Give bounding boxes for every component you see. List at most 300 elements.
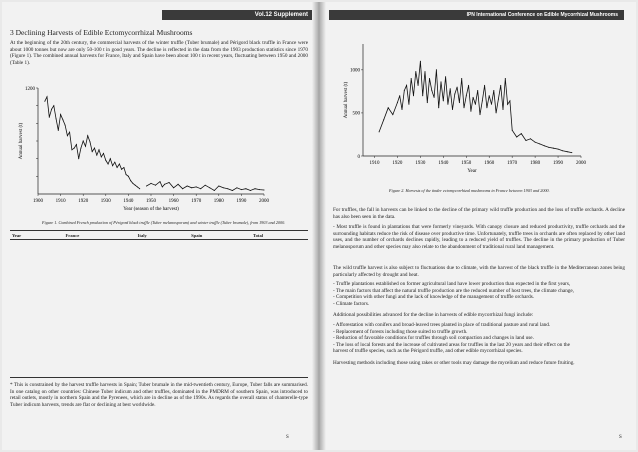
c1-y-tick-label: 1200	[25, 86, 35, 92]
c1-x-tick-label: 1970	[191, 199, 202, 204]
c2-data-point	[429, 78, 430, 79]
table-cell	[136, 248, 190, 256]
c2-data-point	[418, 85, 419, 86]
figure1-caption: Figure 1. Combined French production of Périgord black truffle (Tuber melanosporum) and winter truffle (Tuber brumale), from 1903 and 2000.	[42, 220, 286, 225]
table-cell	[10, 324, 64, 332]
c1-data-point	[60, 114, 61, 115]
c1-data-point	[123, 167, 124, 168]
c2-y-tick-label: 500	[352, 111, 360, 117]
c1-series-line	[147, 182, 265, 191]
c1-data-point	[178, 184, 179, 185]
c2-data-point	[509, 100, 510, 101]
table-cell	[251, 263, 308, 271]
c2-data-point	[397, 102, 398, 103]
c1-x-tick-label: 1940	[123, 199, 134, 204]
c2-data-point	[571, 152, 572, 153]
table-row	[10, 270, 308, 278]
table-row	[10, 278, 308, 286]
right-list-a	[333, 281, 625, 309]
c2-x-tick-label: 1940	[438, 161, 449, 166]
table-cell	[136, 331, 190, 339]
right-paragraph-2: - Most truffle is found in plantations that were formerly vineyards. With canopy closure and reduced productivity, truffle orchards and the surrounding habitats reduce the risk of disease over productive time. Unfortunately, truffle trees in orchards are often replaced by other land uses, and the number of orchards declines rapidly, leading to a reduced yield of truffles. The decline in the primary production of Tuber melanosporum and other species may also relate to the abandonment of traditional rural land management.	[333, 224, 625, 250]
table-cell	[64, 316, 136, 324]
table-row	[10, 263, 308, 271]
c2-data-point	[434, 97, 435, 98]
table-cell	[136, 369, 190, 377]
c1-data-point	[71, 149, 72, 150]
list-b-item: - Afforestation with conifers and broad-leaved trees planted in place of traditional pasture and rural land.	[333, 322, 551, 328]
table-cell	[136, 240, 190, 248]
table-cell	[64, 293, 136, 301]
c2-data-point	[402, 109, 403, 110]
table-cell	[10, 316, 64, 324]
right-paragraph-5: Harvesting methods including those using rakes or other tools may damage the mycelium and reduce future fruiting.	[333, 360, 575, 366]
c1-data-point	[164, 184, 165, 185]
c1-data-point	[56, 118, 57, 119]
c2-data-point	[438, 107, 439, 108]
table-cell	[10, 286, 64, 294]
c1-data-point	[227, 188, 228, 189]
c1-data-point	[130, 180, 131, 181]
c1-data-point	[47, 96, 48, 97]
table-cell	[189, 286, 251, 294]
table-cell	[10, 248, 64, 256]
c1-data-point	[223, 187, 224, 188]
c2-data-point	[489, 95, 490, 96]
c1-data-point	[80, 148, 81, 149]
c1-data-point	[126, 174, 127, 175]
c2-x-tick-label: 1980	[530, 161, 541, 166]
table-cell	[251, 293, 308, 301]
c2-data-point	[525, 140, 526, 141]
table-cell	[251, 270, 308, 278]
table-cell	[189, 301, 251, 309]
table-cell	[10, 354, 64, 362]
table-cell	[136, 308, 190, 316]
table-row	[10, 331, 308, 339]
c1-data-point	[51, 109, 52, 110]
list-b-item: - The loss of local forests and the increase of cultivated areas for truffles in the last 20 years and their effect on the	[333, 341, 570, 348]
table-cell	[189, 255, 251, 263]
c2-data-point	[486, 107, 487, 108]
c2-data-point	[404, 90, 405, 91]
left-page	[2, 2, 319, 450]
book-gutter-shadow	[312, 2, 326, 450]
c1-data-point	[139, 188, 140, 189]
c2-data-point	[454, 94, 455, 95]
c1-data-point	[128, 176, 129, 177]
figure1-y-axis-label: Annual harvest (t)	[19, 122, 24, 160]
c1-data-point	[69, 132, 70, 133]
table-cell	[64, 255, 136, 263]
table-cell	[251, 248, 308, 256]
table-cell	[251, 362, 308, 370]
c2-x-tick-label: 1970	[507, 161, 518, 166]
table-cell	[136, 301, 190, 309]
c2-x-tick-label: 1910	[369, 161, 380, 166]
table-row	[10, 240, 308, 248]
table-cell	[189, 278, 251, 286]
c2-data-point	[484, 85, 485, 86]
table-row	[10, 308, 308, 316]
table-cell	[64, 362, 136, 370]
table-cell	[189, 331, 251, 339]
table-cell	[136, 293, 190, 301]
table-cell	[189, 339, 251, 347]
table-cell	[136, 339, 190, 347]
c1-data-point	[205, 185, 206, 186]
c2-data-point	[496, 112, 497, 113]
table-cell	[136, 255, 190, 263]
c1-data-point	[245, 188, 246, 189]
c1-data-point	[250, 190, 251, 191]
c1-data-point	[76, 144, 77, 145]
list-a-item: - Truffle plantations established on former agricultural land have lower production than expected in the first years,	[333, 281, 571, 287]
list-b-item: harvest of truffle species, such as the Périgord truffle, and other edible mycorrhizal species.	[333, 348, 523, 355]
table-cell	[189, 308, 251, 316]
c2-data-point	[470, 111, 471, 112]
c1-data-point	[119, 164, 120, 165]
table-cell	[64, 286, 136, 294]
table-cell	[64, 346, 136, 354]
c2-data-point	[443, 100, 444, 101]
c2-data-point	[406, 85, 407, 86]
left-page-number: S	[286, 435, 289, 440]
table-cell	[10, 301, 64, 309]
c2-data-point	[425, 71, 426, 72]
figure2-chart	[319, 30, 629, 188]
table-row	[10, 369, 308, 377]
figure2-caption: Figure 2. Harvests of the tinder ectomycorrhizal mushrooms in France between 1903 and 2000.	[389, 188, 550, 193]
table-cell	[64, 339, 136, 347]
table-cell	[10, 278, 64, 286]
c1-data-point	[173, 187, 174, 188]
figure2-x-axis-label: Year	[467, 169, 477, 174]
table-cell	[64, 263, 136, 271]
c2-data-point	[473, 97, 474, 98]
section-title: 3 Declining Harvests of Edible Ectomycorrhizal Mushrooms	[10, 28, 193, 37]
table-cell	[64, 369, 136, 377]
list-a-item: - Competition with other fungi and the lack of knowledge of the management of truffle orchards.	[333, 294, 535, 301]
c1-data-point	[83, 141, 84, 142]
c2-data-point	[530, 138, 531, 139]
table-cell	[64, 278, 136, 286]
c2-x-tick-label: 1960	[484, 161, 495, 166]
table-cell	[189, 354, 251, 362]
c2-data-point	[482, 100, 483, 101]
c1-x-tick-label: 1990	[236, 199, 247, 204]
table-cell	[251, 308, 308, 316]
c2-data-point	[457, 87, 458, 88]
table-row	[10, 301, 308, 309]
c2-data-point	[567, 151, 568, 152]
table-cell	[189, 248, 251, 256]
c1-data-point	[200, 188, 201, 189]
c1-x-tick-label: 1960	[168, 199, 179, 204]
table-cell	[189, 263, 251, 271]
c2-y-tick-label: 1000	[350, 68, 360, 74]
c1-data-point	[218, 186, 219, 187]
c1-data-point	[132, 183, 133, 184]
c1-x-tick-label: 1920	[78, 199, 89, 204]
table-cell	[136, 278, 190, 286]
table-row	[10, 324, 308, 332]
c1-data-point	[92, 151, 93, 152]
c2-data-point	[507, 104, 508, 105]
table1-col-total: Total	[251, 231, 308, 240]
right-paragraph-3: The wild truffle harvest is also subject to fluctuations due to climate, with the harvest of the black truffle in the Mediterranean zones being particularly affected by drought and heat.	[333, 265, 625, 278]
c1-data-point	[209, 187, 210, 188]
c2-data-point	[388, 107, 389, 108]
c1-data-point	[162, 186, 163, 187]
c1-data-point	[99, 149, 100, 150]
c1-data-point	[191, 187, 192, 188]
table-cell	[251, 301, 308, 309]
c2-data-point	[436, 69, 437, 70]
table-row	[10, 316, 308, 324]
table-cell	[64, 248, 136, 256]
table1-col-spain: Spain	[189, 231, 251, 240]
c2-data-point	[477, 90, 478, 91]
left-running-header: Vol.12 Supplement	[162, 10, 312, 20]
left-intro-paragraph: At the beginning of the 20th century, the commercial harvests of the winter truffle (Tuber brumale) and Périgord black truffle in France were about 1000 tonnes but now are only 50-100 t in good years. The decline is reflected in the data from the 1903 production statistics since 1970 (Figure 1). The combined annual harvests for France, Italy and Spain have been about 100 t in recent years, fluctuating between 1950 and 2000 (Table 1).	[10, 40, 308, 66]
c1-data-point	[90, 141, 91, 142]
list-b-item: - Reduction of favorable conditions for truffles through soil compaction and changes in land use.	[333, 335, 534, 342]
c2-data-point	[491, 104, 492, 105]
c2-data-point	[468, 85, 469, 86]
c1-data-point	[110, 158, 111, 159]
table-cell	[64, 301, 136, 309]
c1-x-tick-label: 1980	[213, 199, 224, 204]
c2-data-point	[498, 99, 499, 100]
right-running-header: IPN International Conference on Edible Mycorrhizal Mushrooms	[329, 10, 624, 20]
c1-data-point	[53, 105, 54, 106]
c2-x-tick-label: 2000	[576, 161, 586, 166]
list-a-item: - The main factors that affect the natural truffle production are the reduced number of host trees, the climate change,	[333, 287, 574, 294]
c1-data-point	[236, 187, 237, 188]
c1-data-point	[121, 169, 122, 170]
table-cell	[251, 331, 308, 339]
c1-data-point	[87, 135, 88, 136]
c1-data-point	[67, 135, 68, 136]
table-cell	[251, 286, 308, 294]
table-row	[10, 362, 308, 370]
c1-data-point	[58, 130, 59, 131]
table-cell	[189, 362, 251, 370]
c2-data-point	[379, 131, 380, 132]
c2-data-point	[539, 143, 540, 144]
table-row	[10, 339, 308, 347]
c1-data-point	[255, 188, 256, 189]
table-cell	[189, 240, 251, 248]
figure1-x-axis-label: Year (season of the harvest)	[123, 207, 179, 212]
table1-col-italy: Italy	[136, 231, 190, 240]
table-cell	[136, 263, 190, 271]
table-cell	[64, 331, 136, 339]
c1-x-tick-label: 1900	[33, 199, 43, 204]
table-row	[10, 346, 308, 354]
table-cell	[64, 240, 136, 248]
table-cell	[189, 270, 251, 278]
table1-header-row	[10, 231, 308, 240]
table-cell	[10, 270, 64, 278]
right-intro-paragraph: For truffles, the fall in harvests can be linked to the decline of the primary wild truffle production and the loss of truffle orchards. A decline has also been seen in the data.	[333, 207, 625, 220]
c2-data-point	[441, 81, 442, 82]
list-b-item: - Replacement of forests including those suited to truffle growth.	[333, 328, 468, 335]
right-paragraph-4: Additional possibilities advanced for the decline in harvests of edible mycorrhizal fungi include:	[333, 312, 534, 318]
c2-data-point	[427, 102, 428, 103]
c2-y-tick-label: 0	[357, 154, 360, 160]
c2-data-point	[431, 90, 432, 91]
c2-data-point	[408, 104, 409, 105]
c1-data-point	[137, 186, 138, 187]
table-cell	[189, 316, 251, 324]
c1-data-point	[169, 182, 170, 183]
table-cell	[10, 369, 64, 377]
c1-data-point	[160, 181, 161, 182]
right-list-b	[333, 322, 625, 358]
c1-data-point	[241, 189, 242, 190]
c2-data-point	[521, 133, 522, 134]
c2-data-point	[544, 145, 545, 146]
table-cell	[64, 354, 136, 362]
c1-data-point	[259, 189, 260, 190]
c1-data-point	[232, 190, 233, 191]
c1-data-point	[117, 167, 118, 168]
c1-x-tick-label: 2000	[259, 199, 269, 204]
c1-x-tick-label: 1910	[55, 199, 66, 204]
c1-data-point	[135, 185, 136, 186]
table-cell	[251, 346, 308, 354]
table-cell	[189, 293, 251, 301]
table-cell	[251, 240, 308, 248]
c1-data-point	[112, 165, 113, 166]
book-spread	[2, 2, 636, 450]
c2-data-point	[466, 95, 467, 96]
c2-data-point	[464, 107, 465, 108]
c1-data-point	[214, 190, 215, 191]
c1-data-point	[49, 117, 50, 118]
c2-data-point	[461, 78, 462, 79]
c2-data-point	[392, 114, 393, 115]
table-cell	[10, 308, 64, 316]
c2-data-point	[562, 150, 563, 151]
figure2-y-axis-label: Annual harvest (t)	[344, 81, 349, 119]
table-cell	[136, 354, 190, 362]
c1-data-point	[103, 153, 104, 154]
figure1-chart	[2, 80, 312, 220]
c1-data-point	[187, 186, 188, 187]
c1-data-point	[151, 183, 152, 184]
c2-data-point	[493, 90, 494, 91]
table-cell	[136, 286, 190, 294]
c2-data-point	[505, 78, 506, 79]
c1-data-point	[65, 125, 66, 126]
c2-data-point	[452, 109, 453, 110]
table-cell	[64, 324, 136, 332]
table-cell	[64, 270, 136, 278]
c2-data-point	[459, 102, 460, 103]
c2-x-tick-label: 1920	[392, 161, 403, 166]
c1-data-point	[74, 148, 75, 149]
table-cell	[136, 324, 190, 332]
c1-data-point	[94, 148, 95, 149]
table-cell	[251, 324, 308, 332]
c2-series-line	[379, 61, 572, 152]
table1-col-year: Year	[10, 231, 64, 240]
c2-data-point	[450, 88, 451, 89]
c1-data-point	[155, 185, 156, 186]
c1-x-tick-label: 1930	[100, 199, 111, 204]
c1-data-point	[101, 156, 102, 157]
table-cell	[251, 339, 308, 347]
table-cell	[251, 278, 308, 286]
c2-x-tick-label: 1990	[553, 161, 564, 166]
c2-x-tick-label: 1950	[461, 161, 472, 166]
table-cell	[10, 331, 64, 339]
table-row	[10, 255, 308, 263]
list-a-item: - Climate factors.	[333, 300, 370, 307]
c2-x-tick-label: 1930	[415, 161, 426, 166]
table-cell	[189, 369, 251, 377]
table-cell	[10, 362, 64, 370]
c1-data-point	[44, 101, 45, 102]
c2-data-point	[516, 137, 517, 138]
c2-data-point	[548, 147, 549, 148]
c2-data-point	[475, 104, 476, 105]
table-cell	[251, 316, 308, 324]
table-row	[10, 286, 308, 294]
c2-data-point	[445, 76, 446, 77]
c1-data-point	[85, 146, 86, 147]
c1-data-point	[62, 119, 63, 120]
c2-data-point	[553, 148, 554, 149]
c2-data-point	[447, 104, 448, 105]
c1-data-point	[105, 160, 106, 161]
c1-x-tick-label: 1950	[146, 199, 156, 204]
table-cell	[136, 346, 190, 354]
c1-data-point	[182, 188, 183, 189]
c1-data-point	[146, 186, 147, 187]
c1-data-point	[196, 186, 197, 187]
table-cell	[189, 324, 251, 332]
table-row	[10, 293, 308, 301]
c2-data-point	[383, 119, 384, 120]
c2-data-point	[399, 95, 400, 96]
table-cell	[64, 308, 136, 316]
table1	[10, 230, 308, 378]
c1-series-line	[45, 97, 140, 189]
c1-data-point	[78, 158, 79, 159]
table-cell	[10, 339, 64, 347]
table-cell	[251, 255, 308, 263]
table-row	[10, 248, 308, 256]
right-page	[319, 2, 636, 450]
table-cell	[136, 362, 190, 370]
c1-data-point	[96, 155, 97, 156]
c2-data-point	[503, 109, 504, 110]
right-page-number: S	[619, 435, 622, 440]
c1-data-point	[114, 162, 115, 163]
c1-data-point	[108, 164, 109, 165]
c2-data-point	[413, 95, 414, 96]
table-cell	[189, 346, 251, 354]
table-cell	[10, 346, 64, 354]
table-cell	[10, 240, 64, 248]
c2-data-point	[500, 85, 501, 86]
c2-data-point	[535, 142, 536, 143]
table-cell	[10, 293, 64, 301]
